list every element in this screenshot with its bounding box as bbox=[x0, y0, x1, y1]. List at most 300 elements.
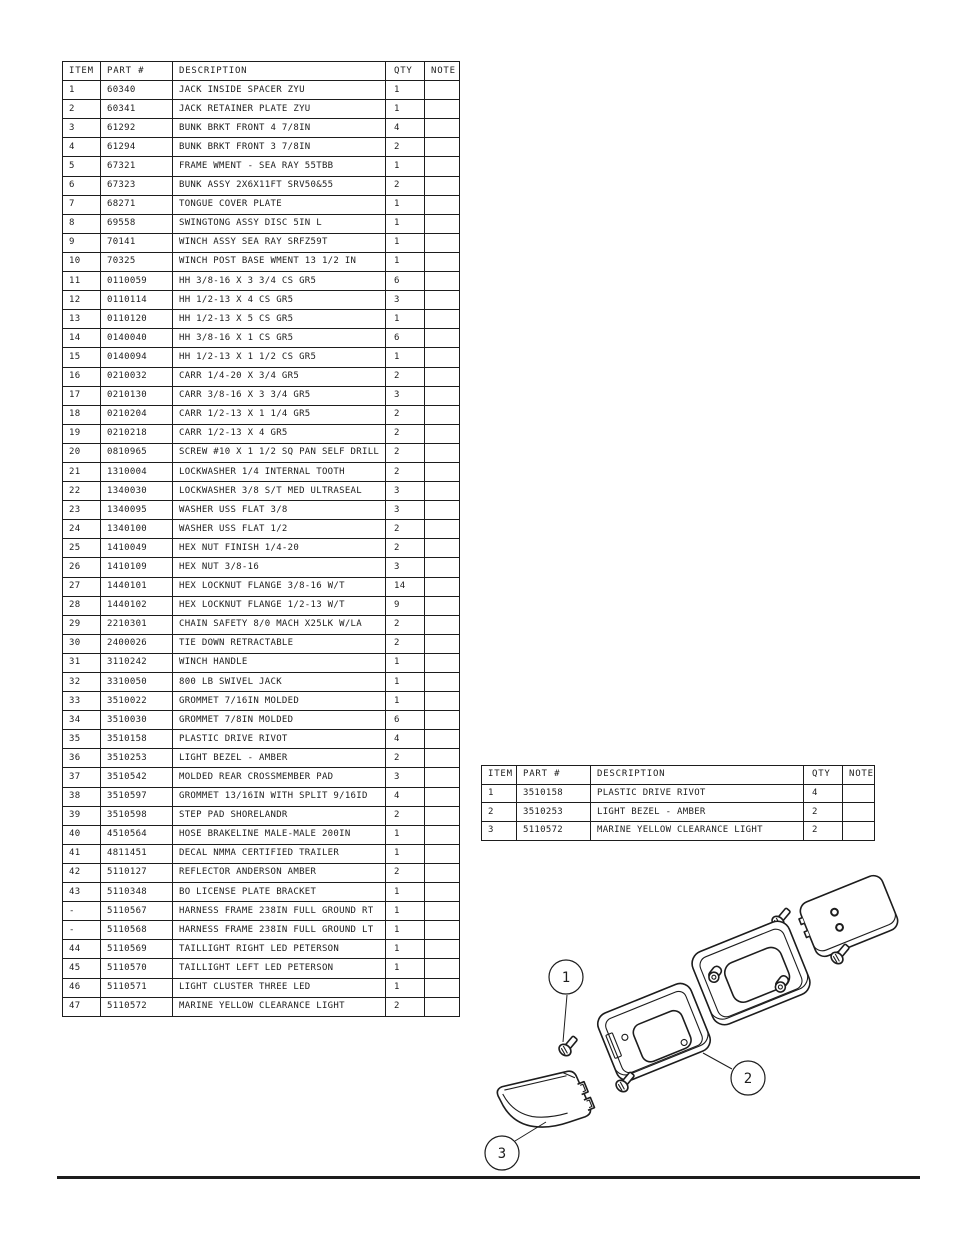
cell: 60340 bbox=[101, 81, 173, 100]
cell bbox=[425, 138, 460, 157]
cell: 20 bbox=[63, 443, 101, 462]
cell bbox=[425, 711, 460, 730]
cell: 2 bbox=[386, 405, 425, 424]
cell bbox=[425, 329, 460, 348]
table-row bbox=[482, 784, 875, 803]
table-row bbox=[63, 806, 460, 825]
cell: HEX NUT FINISH 1/4-20 bbox=[173, 539, 386, 558]
header-row bbox=[482, 766, 875, 785]
cell bbox=[425, 634, 460, 653]
cell: 38 bbox=[63, 787, 101, 806]
table-row bbox=[63, 291, 460, 310]
cell: 4 bbox=[386, 119, 425, 138]
cell bbox=[425, 520, 460, 539]
cell: 7 bbox=[63, 195, 101, 214]
cell bbox=[425, 787, 460, 806]
cell: 70141 bbox=[101, 233, 173, 252]
cell: 4 bbox=[386, 787, 425, 806]
cell: 800 LB SWIVEL JACK bbox=[173, 673, 386, 692]
cell: JACK RETAINER PLATE ZYU bbox=[173, 100, 386, 119]
cell: WASHER USS FLAT 1/2 bbox=[173, 520, 386, 539]
cell: BO LICENSE PLATE BRACKET bbox=[173, 883, 386, 902]
table-row bbox=[63, 272, 460, 291]
cell: HH 3/8-16 X 1 CS GR5 bbox=[173, 329, 386, 348]
cell: 1 bbox=[386, 844, 425, 863]
cell: 11 bbox=[63, 272, 101, 291]
cell: 2 bbox=[386, 138, 425, 157]
balloon-3-label: 3 bbox=[497, 1146, 507, 1162]
cell: 44 bbox=[63, 940, 101, 959]
cell: 1 bbox=[386, 978, 425, 997]
cell: 15 bbox=[63, 348, 101, 367]
cell: 67321 bbox=[101, 157, 173, 176]
cell: 0210032 bbox=[101, 367, 173, 386]
cell: 1 bbox=[386, 673, 425, 692]
cell: BUNK BRKT FRONT 3 7/8IN bbox=[173, 138, 386, 157]
header-row bbox=[63, 62, 460, 81]
cell: 1 bbox=[386, 195, 425, 214]
cell: 41 bbox=[63, 844, 101, 863]
cell: 9 bbox=[63, 233, 101, 252]
cell: GROMMET 7/16IN MOLDED bbox=[173, 692, 386, 711]
cell: 68271 bbox=[101, 195, 173, 214]
cell: - bbox=[63, 921, 101, 940]
rear-bezel-drawing bbox=[688, 917, 814, 1028]
cell bbox=[425, 443, 460, 462]
cell: 2 bbox=[386, 749, 425, 768]
cell: 1 bbox=[386, 310, 425, 329]
cell: 2 bbox=[386, 539, 425, 558]
cell bbox=[425, 558, 460, 577]
cell bbox=[425, 825, 460, 844]
cell: 6 bbox=[386, 272, 425, 291]
balloon-2-label: 2 bbox=[743, 1071, 753, 1087]
table-row bbox=[63, 100, 460, 119]
cell: 25 bbox=[63, 539, 101, 558]
cell bbox=[425, 883, 460, 902]
cell bbox=[425, 424, 460, 443]
rivet-icon bbox=[557, 1034, 580, 1058]
table-row bbox=[63, 577, 460, 596]
table-row bbox=[63, 787, 460, 806]
cell: 2 bbox=[386, 367, 425, 386]
cell: HH 1/2-13 X 4 CS GR5 bbox=[173, 291, 386, 310]
cell: 3110242 bbox=[101, 653, 173, 672]
cell: 19 bbox=[63, 424, 101, 443]
cell: 23 bbox=[63, 501, 101, 520]
cell bbox=[843, 822, 875, 841]
cell: LIGHT BEZEL - AMBER bbox=[591, 803, 804, 822]
cell: 1 bbox=[482, 784, 517, 803]
table-row bbox=[63, 214, 460, 233]
cell: FRAME WMENT - SEA RAY 55TBB bbox=[173, 157, 386, 176]
cell: 2 bbox=[386, 634, 425, 653]
cell: 39 bbox=[63, 806, 101, 825]
cell: HEX LOCKNUT FLANGE 3/8-16 W/T bbox=[173, 577, 386, 596]
cell: BUNK ASSY 2X6X11FT SRV50&55 bbox=[173, 176, 386, 195]
cell: 0140040 bbox=[101, 329, 173, 348]
cell: LOCKWASHER 1/4 INTERNAL TOOTH bbox=[173, 462, 386, 481]
cell: 5 bbox=[63, 157, 101, 176]
cell: 1 bbox=[386, 921, 425, 940]
cell: 70325 bbox=[101, 252, 173, 271]
table-row bbox=[63, 978, 460, 997]
table-row bbox=[63, 711, 460, 730]
cell: 10 bbox=[63, 252, 101, 271]
cell: CARR 1/4-20 X 3/4 GR5 bbox=[173, 367, 386, 386]
cell: 0210130 bbox=[101, 386, 173, 405]
cell: TONGUE COVER PLATE bbox=[173, 195, 386, 214]
cell bbox=[425, 310, 460, 329]
cell bbox=[425, 978, 460, 997]
cell: 33 bbox=[63, 692, 101, 711]
cell bbox=[425, 482, 460, 501]
cell: 36 bbox=[63, 749, 101, 768]
cell: 3310050 bbox=[101, 673, 173, 692]
table-row bbox=[63, 195, 460, 214]
table-row bbox=[63, 844, 460, 863]
cell: 6 bbox=[63, 176, 101, 195]
cell: 0810965 bbox=[101, 443, 173, 462]
cell: 29 bbox=[63, 615, 101, 634]
cell bbox=[425, 844, 460, 863]
table-row bbox=[63, 673, 460, 692]
cell: MARINE YELLOW CLEARANCE LIGHT bbox=[591, 822, 804, 841]
cell: 2 bbox=[386, 443, 425, 462]
cell: 32 bbox=[63, 673, 101, 692]
cell: 30 bbox=[63, 634, 101, 653]
table-row bbox=[63, 520, 460, 539]
cell bbox=[425, 959, 460, 978]
cell: HEX LOCKNUT FLANGE 1/2-13 W/T bbox=[173, 596, 386, 615]
cell: GROMMET 13/16IN WITH SPLIT 9/16ID bbox=[173, 787, 386, 806]
cell: 4 bbox=[804, 784, 843, 803]
table-row bbox=[63, 653, 460, 672]
cell bbox=[843, 784, 875, 803]
cell: 2 bbox=[63, 100, 101, 119]
cell: 3510542 bbox=[101, 768, 173, 787]
cell bbox=[425, 997, 460, 1016]
cell: DECAL NMMA CERTIFIED TRAILER bbox=[173, 844, 386, 863]
cell: 3510158 bbox=[517, 784, 591, 803]
balloon-2 bbox=[703, 1053, 765, 1095]
cell: 1440102 bbox=[101, 596, 173, 615]
cell: 40 bbox=[63, 825, 101, 844]
table-row bbox=[63, 730, 460, 749]
cell: 5110571 bbox=[101, 978, 173, 997]
cell: 12 bbox=[63, 291, 101, 310]
cell: 43 bbox=[63, 883, 101, 902]
cell: 5110572 bbox=[101, 997, 173, 1016]
cell bbox=[843, 803, 875, 822]
cell: 1310004 bbox=[101, 462, 173, 481]
table-row bbox=[63, 634, 460, 653]
cell: 5110570 bbox=[101, 959, 173, 978]
table-row bbox=[63, 386, 460, 405]
cell bbox=[425, 81, 460, 100]
cell: 5110127 bbox=[101, 863, 173, 882]
cell: 6 bbox=[386, 711, 425, 730]
cell bbox=[425, 596, 460, 615]
table-row bbox=[63, 138, 460, 157]
cell bbox=[425, 692, 460, 711]
cell: 61292 bbox=[101, 119, 173, 138]
cell: MARINE YELLOW CLEARANCE LIGHT bbox=[173, 997, 386, 1016]
cell: 34 bbox=[63, 711, 101, 730]
column-header: NOTE bbox=[843, 766, 875, 785]
column-header: PART # bbox=[101, 62, 173, 81]
cell: 1 bbox=[386, 653, 425, 672]
cell: 1 bbox=[386, 959, 425, 978]
cell bbox=[425, 940, 460, 959]
cell: 18 bbox=[63, 405, 101, 424]
table-row bbox=[63, 921, 460, 940]
cell: 5110348 bbox=[101, 883, 173, 902]
cell: LIGHT BEZEL - AMBER bbox=[173, 749, 386, 768]
cell: 37 bbox=[63, 768, 101, 787]
cell: 69558 bbox=[101, 214, 173, 233]
cell bbox=[425, 252, 460, 271]
cell: 26 bbox=[63, 558, 101, 577]
cell: - bbox=[63, 902, 101, 921]
cell: 3 bbox=[386, 768, 425, 787]
column-header: DESCRIPTION bbox=[591, 766, 804, 785]
cell: 0110059 bbox=[101, 272, 173, 291]
table-row bbox=[63, 558, 460, 577]
table-row bbox=[63, 749, 460, 768]
cell bbox=[425, 119, 460, 138]
table-row bbox=[63, 81, 460, 100]
cell: 3 bbox=[386, 386, 425, 405]
table-row bbox=[63, 883, 460, 902]
cell: WINCH POST BASE WMENT 13 1/2 IN bbox=[173, 252, 386, 271]
balloon-1-label: 1 bbox=[561, 970, 571, 986]
cell bbox=[425, 462, 460, 481]
cell: 3510158 bbox=[101, 730, 173, 749]
cell bbox=[425, 577, 460, 596]
cell: 2 bbox=[386, 462, 425, 481]
cell: 1 bbox=[386, 692, 425, 711]
table-row bbox=[63, 501, 460, 520]
cell: 3 bbox=[386, 482, 425, 501]
cell: 21 bbox=[63, 462, 101, 481]
cell: 0210218 bbox=[101, 424, 173, 443]
cell: 1340030 bbox=[101, 482, 173, 501]
cell: PLASTIC DRIVE RIVOT bbox=[173, 730, 386, 749]
cell bbox=[425, 386, 460, 405]
cell bbox=[425, 405, 460, 424]
cell: 3 bbox=[482, 822, 517, 841]
cell: 5110567 bbox=[101, 902, 173, 921]
cell: 1440101 bbox=[101, 577, 173, 596]
cell: 2210301 bbox=[101, 615, 173, 634]
table-row bbox=[63, 768, 460, 787]
table-row bbox=[482, 803, 875, 822]
table-row bbox=[63, 348, 460, 367]
cell: 1 bbox=[386, 902, 425, 921]
cell bbox=[425, 367, 460, 386]
cell: 2 bbox=[386, 176, 425, 195]
cell: 45 bbox=[63, 959, 101, 978]
cell bbox=[425, 749, 460, 768]
table-row bbox=[63, 405, 460, 424]
column-header: ITEM bbox=[482, 766, 517, 785]
cell: 4 bbox=[63, 138, 101, 157]
cell bbox=[425, 348, 460, 367]
cell bbox=[425, 673, 460, 692]
cell: 9 bbox=[386, 596, 425, 615]
cell: 14 bbox=[63, 329, 101, 348]
cell: PLASTIC DRIVE RIVOT bbox=[591, 784, 804, 803]
cell: 14 bbox=[386, 577, 425, 596]
cell: 1 bbox=[386, 81, 425, 100]
table-row bbox=[63, 959, 460, 978]
cell: 5110569 bbox=[101, 940, 173, 959]
cell: 0140094 bbox=[101, 348, 173, 367]
cell: 5110568 bbox=[101, 921, 173, 940]
cell: 1 bbox=[386, 233, 425, 252]
table-row bbox=[63, 596, 460, 615]
cell: HARNESS FRAME 238IN FULL GROUND RT bbox=[173, 902, 386, 921]
cell: 1 bbox=[63, 81, 101, 100]
cell: 0110114 bbox=[101, 291, 173, 310]
lens-drawing bbox=[495, 1058, 596, 1145]
cell: 31 bbox=[63, 653, 101, 672]
cell: 3510253 bbox=[101, 749, 173, 768]
cell: 1340095 bbox=[101, 501, 173, 520]
cell: HARNESS FRAME 238IN FULL GROUND LT bbox=[173, 921, 386, 940]
cell: MOLDED REAR CROSSMEMBER PAD bbox=[173, 768, 386, 787]
cell: 4510564 bbox=[101, 825, 173, 844]
cell: 2 bbox=[804, 803, 843, 822]
cell: CARR 1/2-13 X 1 1/4 GR5 bbox=[173, 405, 386, 424]
table-row bbox=[63, 233, 460, 252]
cell: GROMMET 7/8IN MOLDED bbox=[173, 711, 386, 730]
balloon-3 bbox=[485, 1122, 546, 1170]
table-row bbox=[63, 462, 460, 481]
cell: 28 bbox=[63, 596, 101, 615]
cell: LIGHT CLUSTER THREE LED bbox=[173, 978, 386, 997]
table-row bbox=[63, 615, 460, 634]
cell: 2 bbox=[386, 997, 425, 1016]
cell: 1410109 bbox=[101, 558, 173, 577]
cell bbox=[425, 539, 460, 558]
cell: 3510022 bbox=[101, 692, 173, 711]
cell: 1 bbox=[386, 252, 425, 271]
cell: 4 bbox=[386, 730, 425, 749]
cell bbox=[425, 902, 460, 921]
cell: 4811451 bbox=[101, 844, 173, 863]
cell bbox=[425, 176, 460, 195]
cell: 3 bbox=[386, 291, 425, 310]
cell: 2 bbox=[386, 806, 425, 825]
cell: 60341 bbox=[101, 100, 173, 119]
main-parts-table bbox=[62, 61, 460, 1017]
cell: 3510598 bbox=[101, 806, 173, 825]
cell bbox=[425, 806, 460, 825]
cell bbox=[425, 730, 460, 749]
table-row bbox=[63, 329, 460, 348]
column-header: ITEM bbox=[63, 62, 101, 81]
table-row bbox=[63, 367, 460, 386]
cell bbox=[425, 501, 460, 520]
cell bbox=[425, 157, 460, 176]
cell bbox=[425, 653, 460, 672]
cell: BUNK BRKT FRONT 4 7/8IN bbox=[173, 119, 386, 138]
cell: 47 bbox=[63, 997, 101, 1016]
table-row bbox=[63, 482, 460, 501]
clearance-light-exploded-diagram bbox=[470, 850, 910, 1180]
balloon-1 bbox=[549, 960, 583, 1042]
cell: 24 bbox=[63, 520, 101, 539]
cell bbox=[425, 863, 460, 882]
cell bbox=[425, 195, 460, 214]
cell: SCREW #10 X 1 1/2 SQ PAN SELF DRILL bbox=[173, 443, 386, 462]
cell: 35 bbox=[63, 730, 101, 749]
cell: 67323 bbox=[101, 176, 173, 195]
cell bbox=[425, 921, 460, 940]
cell: 1 bbox=[386, 214, 425, 233]
cell: TIE DOWN RETRACTABLE bbox=[173, 634, 386, 653]
cell: TAILLIGHT RIGHT LED PETERSON bbox=[173, 940, 386, 959]
table-row bbox=[63, 692, 460, 711]
table-row bbox=[63, 539, 460, 558]
table-row bbox=[63, 424, 460, 443]
cell: 2 bbox=[386, 615, 425, 634]
cell: 22 bbox=[63, 482, 101, 501]
cell: STEP PAD SHORELANDR bbox=[173, 806, 386, 825]
table-row bbox=[63, 119, 460, 138]
table-row bbox=[63, 252, 460, 271]
cell: 1 bbox=[386, 825, 425, 844]
cell bbox=[425, 272, 460, 291]
cell: 0110120 bbox=[101, 310, 173, 329]
cell: 3510253 bbox=[517, 803, 591, 822]
cell: 16 bbox=[63, 367, 101, 386]
cell: SWINGTONG ASSY DISC 5IN L bbox=[173, 214, 386, 233]
table-row bbox=[63, 825, 460, 844]
cell: 61294 bbox=[101, 138, 173, 157]
column-header: QTY bbox=[386, 62, 425, 81]
cell: 2400026 bbox=[101, 634, 173, 653]
cell: TAILLIGHT LEFT LED PETERSON bbox=[173, 959, 386, 978]
cell: 42 bbox=[63, 863, 101, 882]
cell: 3510030 bbox=[101, 711, 173, 730]
cell: LOCKWASHER 3/8 S/T MED ULTRASEAL bbox=[173, 482, 386, 501]
clearance-light-parts-table bbox=[481, 765, 875, 841]
cell bbox=[425, 214, 460, 233]
cell: 27 bbox=[63, 577, 101, 596]
cell: CARR 3/8-16 X 3 3/4 GR5 bbox=[173, 386, 386, 405]
cell: HOSE BRAKELINE MALE-MALE 200IN bbox=[173, 825, 386, 844]
cell bbox=[425, 100, 460, 119]
cell: 1410049 bbox=[101, 539, 173, 558]
cell: WASHER USS FLAT 3/8 bbox=[173, 501, 386, 520]
table-row bbox=[63, 997, 460, 1016]
cell: REFLECTOR ANDERSON AMBER bbox=[173, 863, 386, 882]
cell: 3510597 bbox=[101, 787, 173, 806]
cell: HH 3/8-16 X 3 3/4 CS GR5 bbox=[173, 272, 386, 291]
cell: WINCH ASSY SEA RAY SRFZ59T bbox=[173, 233, 386, 252]
cell: 2 bbox=[482, 803, 517, 822]
cell: 3 bbox=[63, 119, 101, 138]
cell: 1 bbox=[386, 883, 425, 902]
amber-bezel-drawing bbox=[594, 980, 714, 1084]
column-header: DESCRIPTION bbox=[173, 62, 386, 81]
cell: 6 bbox=[386, 329, 425, 348]
table-row bbox=[63, 176, 460, 195]
cell bbox=[425, 615, 460, 634]
